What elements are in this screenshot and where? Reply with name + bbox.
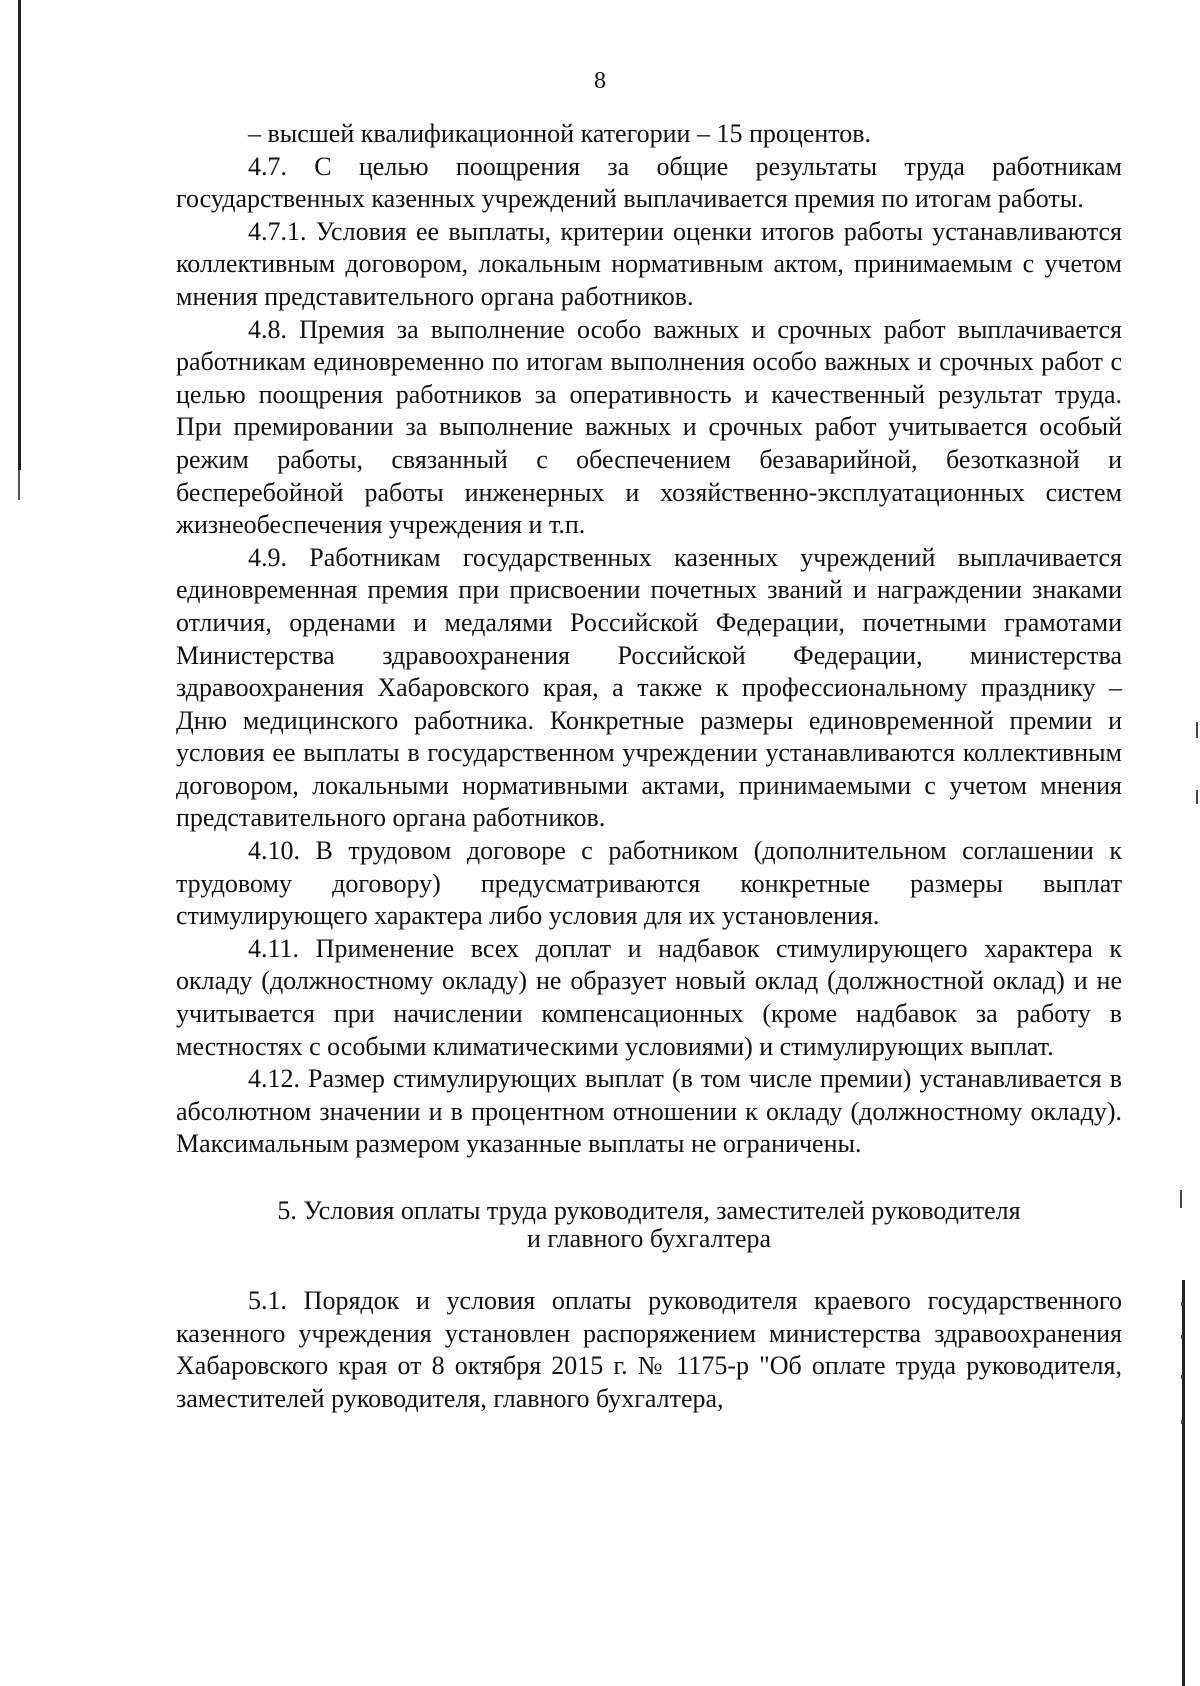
scan-mark	[1196, 790, 1198, 804]
scan-mark	[1196, 722, 1198, 738]
paragraph: 4.7. С целью поощрения за общие результаты труда работникам государственных казенных учреждений выплачивается премия по итогам работы.	[176, 151, 1122, 214]
page-number: 8	[594, 68, 606, 94]
scan-edge-left-lower	[18, 470, 20, 500]
document-body	[176, 118, 1122, 1415]
scan-edge-right	[1182, 1280, 1185, 1686]
paragraph: – высшей квалификационной категории – 15 процентов.	[248, 119, 872, 148]
paragraph: 4.12. Размер стимулирующих выплат (в том числе премии) устанавливается в абсолютном значении и в процентном отношении к окладу (должностному окладу). Максимальным размером указанные выплаты не ограничены.	[176, 1064, 1122, 1159]
section-heading-line: и главного бухгалтера	[526, 1224, 772, 1253]
paragraph: 4.7.1. Условия ее выплаты, критерии оценки итогов работы устанавливаются коллективным договором, локальным нормативным актом, принимаемым с учетом мнения представительного органа работников.	[176, 216, 1122, 311]
paragraph: 4.10. В трудовом договоре с работником (дополнительном соглашении к трудовому договору) предусматриваются конкретные размеры выплат стимулирующего характера либо условия для их установления.	[176, 836, 1122, 931]
paragraph: 4.11. Применение всех доплат и надбавок стимулирующего характера к окладу (должностному окладу) не образует новый оклад (должностной оклад) и не учитывается при начислении компенсационных (кроме надбавок за работу в местностях с особыми климатическими условиями) и стимулирующих выплат.	[176, 933, 1122, 1061]
section-heading-line: 5. Условия оплаты труда руководителя, заместителей руководителя	[277, 1196, 1021, 1225]
paragraph: 4.9. Работникам государственных казенных учреждений выплачивается единовременная премия при присвоении почетных званий и награждении знаками отличия, орденами и медалями Российской Федерации, почетными грамотами Министерства здравоохранения Российской Федерации, министерства здравоохранения Хабаровского края, а также к профессиональному празднику – Дню медицинского работника. Конкретные размеры единовременной премии и условия ее выплаты в государственном учреждении устанавливаются коллективным договором, локальными нормативными актами, принимаемыми с учетом мнения представительного органа работников.	[176, 542, 1122, 833]
scan-mark	[1181, 1420, 1183, 1424]
section-heading	[176, 1197, 1122, 1253]
paragraph: 4.8. Премия за выполнение особо важных и срочных работ выплачивается работникам единовременно по итогам выполнения особо важных и срочных работ с целью поощрения работников за оперативность и качественный результат труда. При премировании за выполнение важных и срочных работ учитывается особый режим работы, связанный с обеспечением безаварийной, безотказной и бесперебойной работы инженерных и хозяйственно-эксплуатационных систем жизнеобеспечения учреждения и т.п.	[176, 314, 1122, 540]
scan-mark	[1181, 1375, 1183, 1379]
scan-mark	[1181, 1302, 1183, 1306]
paragraph: 5.1. Порядок и условия оплаты руководителя краевого государственного казенного учреждения установлен распоряжением министерства здравоохранения Хабаровского края от 8 октября 2015 г. № 1175-р "Об оплате труда руководителя, заместителей руководителя, главного бухгалтера,	[176, 1286, 1122, 1413]
scan-mark	[1180, 1190, 1182, 1208]
scan-mark	[1181, 1335, 1183, 1339]
